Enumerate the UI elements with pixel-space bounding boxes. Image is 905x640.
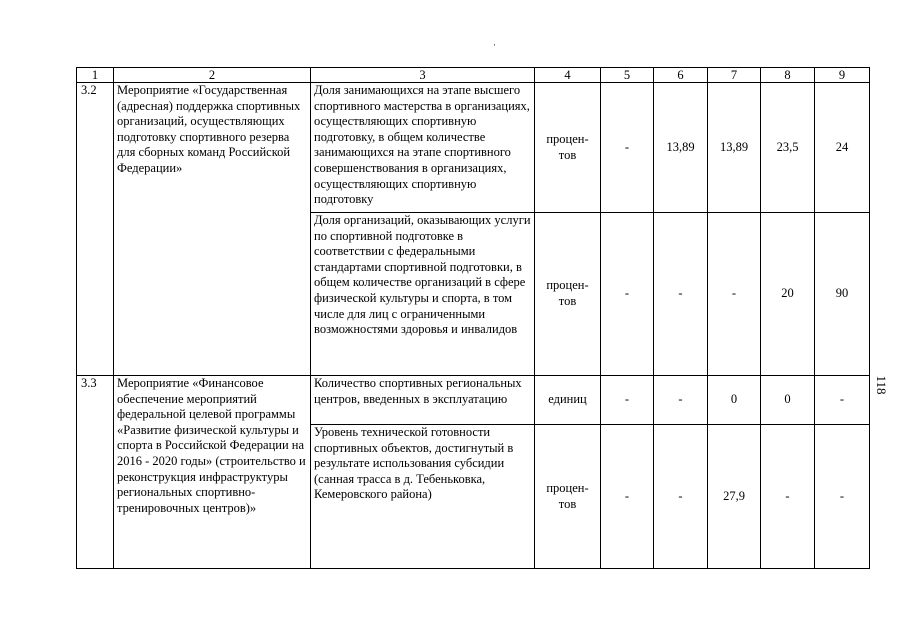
col-header: 1	[77, 68, 114, 83]
value-cell: 90	[815, 213, 870, 376]
col-header: 7	[708, 68, 761, 83]
indicator-cell: Количество спортивных региональных центров, введенных в эксплуатацию	[311, 376, 535, 425]
value-cell: -	[601, 213, 654, 376]
value-cell: -	[815, 376, 870, 425]
col-header: 9	[815, 68, 870, 83]
value-cell: -	[708, 213, 761, 376]
row-number: 3.2	[77, 83, 114, 376]
value-cell: -	[654, 376, 708, 425]
value-cell: -	[601, 425, 654, 569]
value-cell: 13,89	[654, 83, 708, 213]
value-cell: -	[761, 425, 815, 569]
column-number-row	[77, 68, 870, 83]
table-row	[77, 376, 870, 425]
indicator-cell: Уровень технической готовности спортивных объектов, достигнутый в результате использования субсидии (санная трасса в д. Тебеньковка, Кемеровского района)	[311, 425, 535, 569]
measure-cell: Мероприятие «Финансовое обеспечение мероприятий федеральной целевой программы «Развитие физической культуры и спорта в Российской Федерации на 2016 - 2020 годы» (строительство и реконструкция инфраструктуры региональных спортивно-тренировочных центров)»	[114, 376, 311, 569]
unit-cell: процен-тов	[535, 213, 601, 376]
indicator-cell: Доля занимающихся на этапе высшего спортивного мастерства в организациях, осуществляющих спортивную подготовку, в общем количестве занимающихся на этапе спортивного совершенствования в организациях, осуществляющих спортивную подготовку	[311, 83, 535, 213]
col-header: 5	[601, 68, 654, 83]
page-number: 118	[874, 375, 889, 395]
value-cell: -	[601, 83, 654, 213]
value-cell: -	[601, 376, 654, 425]
unit-cell: процен-тов	[535, 425, 601, 569]
value-cell: 23,5	[761, 83, 815, 213]
value-cell: 0	[761, 376, 815, 425]
value-cell: -	[654, 213, 708, 376]
unit-cell: процен-тов	[535, 83, 601, 213]
value-cell: -	[654, 425, 708, 569]
header-mark: ·	[493, 40, 496, 50]
value-cell: 20	[761, 213, 815, 376]
row-number: 3.3	[77, 376, 114, 569]
col-header: 6	[654, 68, 708, 83]
indicator-cell: Доля организаций, оказывающих услуги по спортивной подготовке в соответствии с федеральными стандартами спортивной подготовки, в общем количестве организаций в сфере физической культуры и спорта, в том числе для лиц с ограниченными возможностями здоровья и инвалидов	[311, 213, 535, 376]
value-cell: 13,89	[708, 83, 761, 213]
value-cell: -	[815, 425, 870, 569]
table-row	[77, 83, 870, 213]
col-header: 8	[761, 68, 815, 83]
col-header: 3	[311, 68, 535, 83]
col-header: 4	[535, 68, 601, 83]
value-cell: 27,9	[708, 425, 761, 569]
indicators-table	[76, 67, 870, 569]
value-cell: 24	[815, 83, 870, 213]
value-cell: 0	[708, 376, 761, 425]
col-header: 2	[114, 68, 311, 83]
measure-cell: Мероприятие «Государственная (адресная) поддержка спортивных организаций, осуществляющих подготовку спортивного резерва для сборных команд Российской Федерации»	[114, 83, 311, 376]
unit-cell: единиц	[535, 376, 601, 425]
